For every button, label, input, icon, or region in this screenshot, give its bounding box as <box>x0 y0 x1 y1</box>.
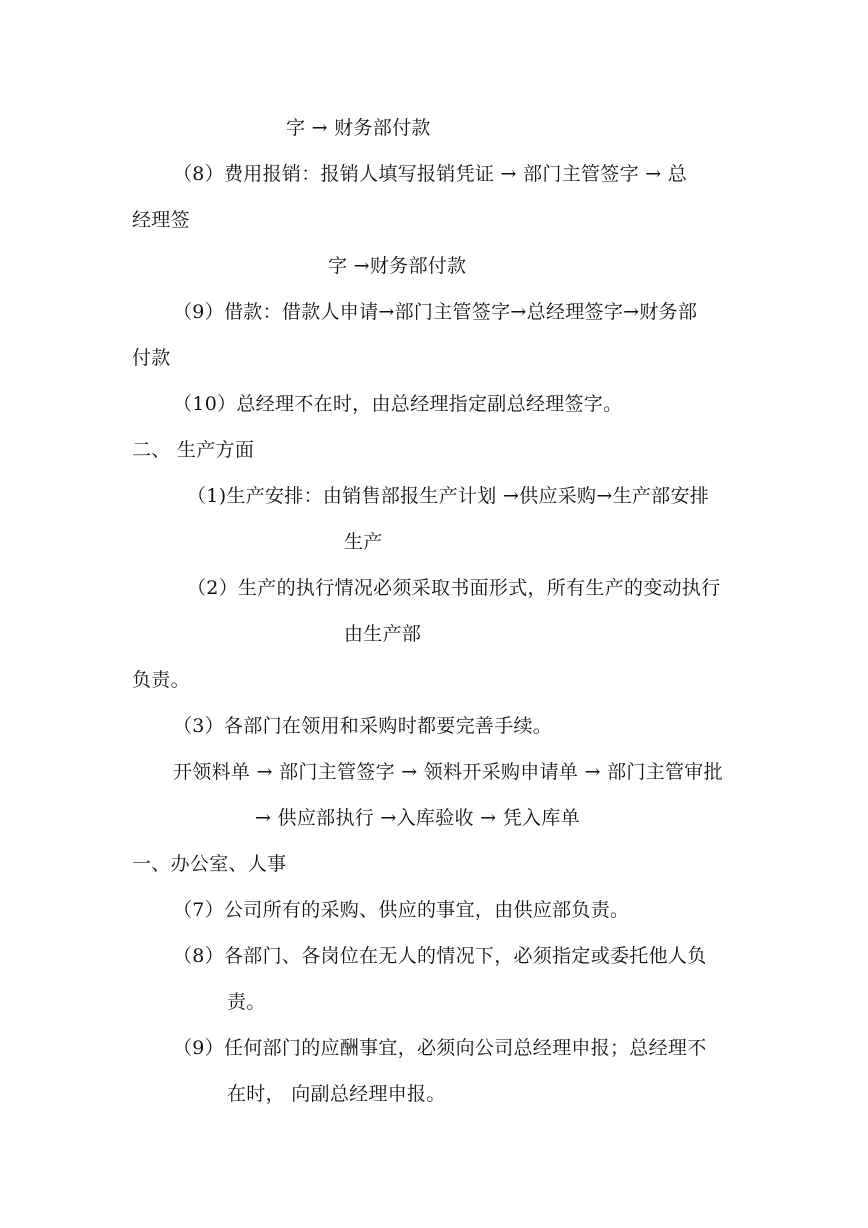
text-line: （1)生产安排：由销售部报生产计划 →供应采购→生产部安排 <box>187 485 710 507</box>
text-line: 字 → 财务部付款 <box>286 117 431 139</box>
text-line: 责。 <box>227 991 266 1013</box>
text-line: （10）总经理不在时，由总经理指定副总经理签字。 <box>173 393 623 415</box>
text-line: 在时， 向副总经理申报。 <box>227 1083 446 1105</box>
text-line: （2）生产的执行情况必须采取书面形式，所有生产的变动执行 <box>187 577 721 599</box>
text-line: 生产 <box>344 531 383 553</box>
text-line: → 供应部执行 →入库验收 → 凭入库单 <box>255 807 580 829</box>
section-heading: 一、办公室、人事 <box>132 853 287 875</box>
section-heading: 二、 生产方面 <box>132 439 255 461</box>
text-line: 经理签 <box>132 209 190 231</box>
text-line: 负责。 <box>132 669 190 691</box>
text-line: （8）各部门、各岗位在无人的情况下，必须指定或委托他人负 <box>173 945 707 967</box>
text-line: （7）公司所有的采购、供应的事宜，由供应部负责。 <box>173 899 630 921</box>
text-line: 开领料单 → 部门主管签字 → 领料开采购申请单 → 部门主管审批 <box>173 761 723 783</box>
text-line: 由生产部 <box>344 623 422 645</box>
text-line: （9）借款：借款人申请→部门主管签字→总经理签字→财务部 <box>173 301 698 323</box>
text-line: 字 →财务部付款 <box>328 255 467 277</box>
text-line: （3）各部门在领用和采购时都要完善手续。 <box>173 715 553 737</box>
text-line: （9）任何部门的应酬事宜，必须向公司总经理申报；总经理不 <box>173 1037 707 1059</box>
text-line: 付款 <box>132 347 171 369</box>
text-line: （8）费用报销：报销人填写报销凭证 → 部门主管签字 → 总 <box>173 163 688 185</box>
